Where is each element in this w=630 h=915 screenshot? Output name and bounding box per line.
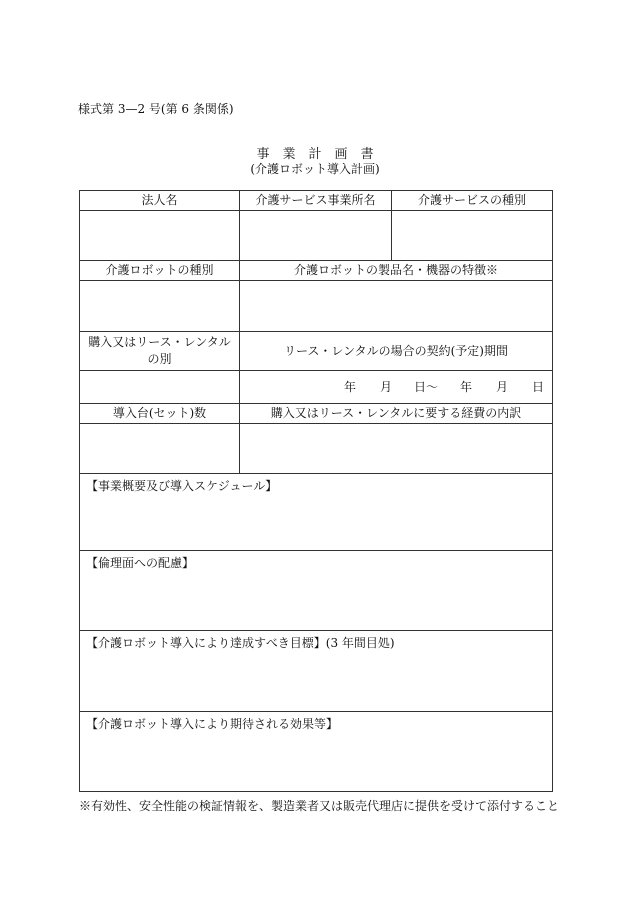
cost-breakdown-cell[interactable] <box>240 424 553 474</box>
overview-section[interactable] <box>80 474 553 551</box>
form-number: 様式第 3—2 号(第 6 条関係) <box>78 102 234 116</box>
document-title: 事業計画書 <box>256 147 387 162</box>
document-subtitle: (介護ロボット導入計画) <box>250 162 380 176</box>
corp-name-header: 法人名 <box>80 191 240 211</box>
effect-label: 【介護ロボット導入により期待される効果等】 <box>86 717 339 731</box>
office-name-header: 介護サービス事業所名 <box>240 191 392 211</box>
contract-period-header: リース・レンタルの場合の契約(予定)期間 <box>240 332 553 371</box>
period-day-start: 日〜 <box>413 379 438 394</box>
service-type-cell[interactable] <box>392 211 553 261</box>
plan-form-table <box>79 190 553 792</box>
period-month-start: 月 <box>379 379 392 394</box>
units-cell[interactable] <box>80 424 240 474</box>
ethics-section[interactable] <box>80 551 553 631</box>
contract-period-cell[interactable] <box>240 371 553 404</box>
robot-product-cell[interactable] <box>240 281 553 332</box>
service-type-header: 介護サービスの種別 <box>392 191 553 211</box>
office-name-cell[interactable] <box>240 211 392 261</box>
period-year-start: 年 <box>343 379 356 394</box>
period-year-end: 年 <box>459 379 472 394</box>
corp-name-cell[interactable] <box>80 211 240 261</box>
contract-period-dates <box>240 379 552 396</box>
footnote: ※有効性、安全性能の検証情報を、製造業者又は販売代理店に提供を受けて添付すること <box>79 799 560 813</box>
purchase-lease-cell[interactable] <box>80 371 240 404</box>
period-day-end: 日 <box>531 379 544 394</box>
robot-product-header: 介護ロボットの製品名・機器の特徴※ <box>240 261 553 281</box>
ethics-label: 【倫理面への配慮】 <box>86 556 195 570</box>
overview-label: 【事業概要及び導入スケジュール】 <box>86 479 278 493</box>
units-header: 導入台(セット)数 <box>80 404 240 424</box>
cost-breakdown-header: 購入又はリース・レンタルに要する経費の内訳 <box>240 404 553 424</box>
goal-section[interactable] <box>80 631 553 712</box>
robot-type-header: 介護ロボットの種別 <box>80 261 240 281</box>
robot-type-cell[interactable] <box>80 281 240 332</box>
goal-label: 【介護ロボット導入により達成すべき目標】(3 年間目処) <box>86 636 395 650</box>
effect-section[interactable] <box>80 712 553 792</box>
purchase-lease-header: 購入又はリース・レンタルの別 <box>80 332 240 371</box>
period-month-end: 月 <box>495 379 508 394</box>
